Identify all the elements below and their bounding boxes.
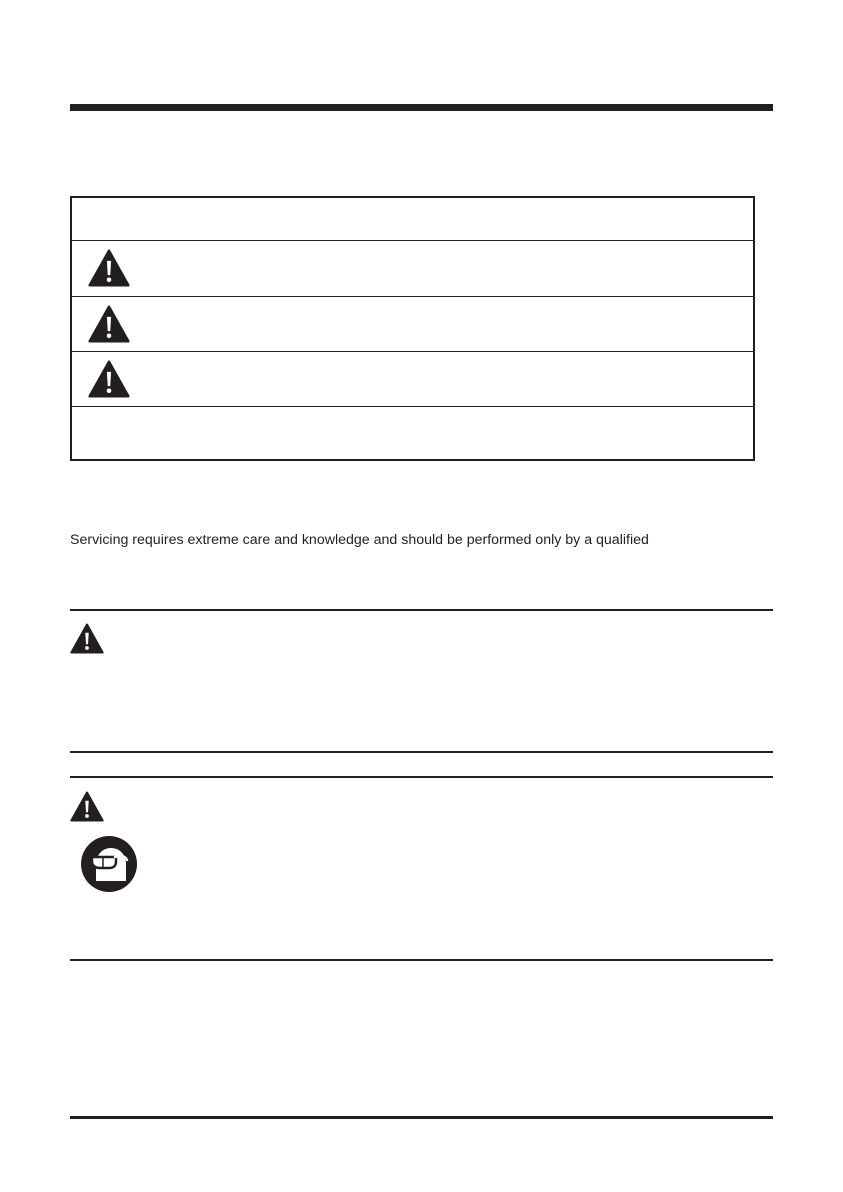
warning-triangle-icon: [70, 791, 104, 822]
servicing-paragraph: Servicing requires extreme care and knowledge and should be performed only by a qualified: [70, 532, 649, 548]
safety-glasses-icon: [80, 835, 138, 893]
footer-rule: [70, 1116, 773, 1119]
signal-table-row: [72, 406, 753, 459]
warning-triangle-icon: [88, 305, 130, 343]
warning-box-bottom-rule: [70, 751, 773, 753]
warning-box-top-rule: [70, 776, 773, 778]
warning-triangle-icon: [70, 623, 104, 654]
signal-table-row: [72, 351, 753, 406]
signal-table-header-row: [72, 198, 753, 240]
warning-box-bottom-rule: [70, 959, 773, 961]
header-rule: [70, 104, 773, 111]
safety-signal-table: [70, 196, 755, 461]
signal-table-row: [72, 240, 753, 296]
warning-triangle-icon: [88, 360, 130, 398]
warning-box-top-rule: [70, 609, 773, 611]
warning-triangle-icon: [88, 249, 130, 287]
signal-table-row: [72, 296, 753, 351]
